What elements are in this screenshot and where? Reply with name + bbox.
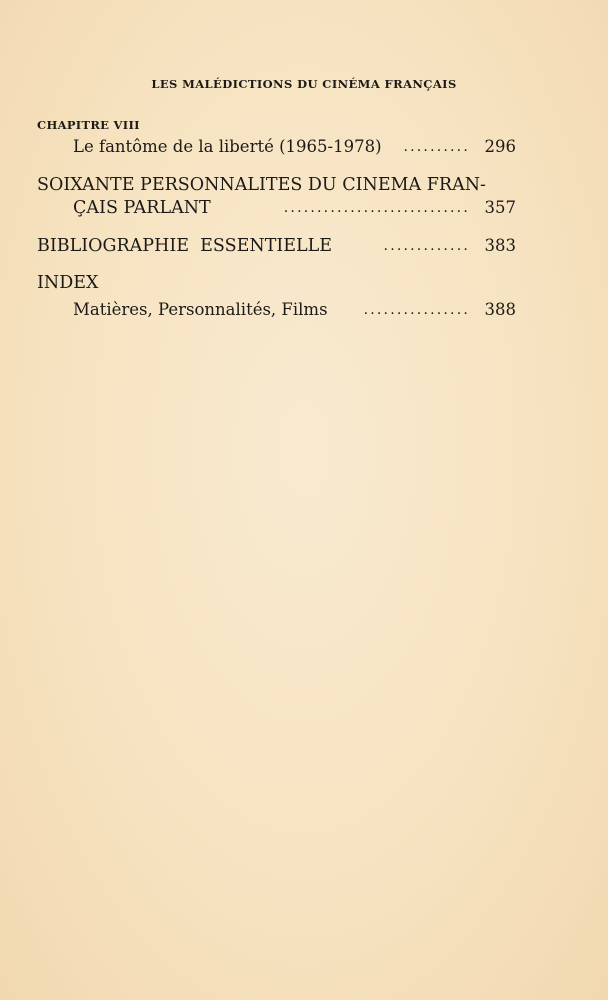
toc-entry-title: Le fantôme de la liberté (1965-1978) <box>73 137 382 156</box>
toc-entry <box>0 198 608 220</box>
toc-entry-title: Matières, Personnalités, Films <box>73 300 328 319</box>
toc-entry <box>0 137 608 159</box>
running-head: LES MALÉDICTIONS DU CINÉMA FRANÇAIS <box>151 77 457 91</box>
toc-entry <box>0 300 608 322</box>
page-number: 383 <box>484 236 516 255</box>
toc-section-heading <box>0 273 608 295</box>
page-number: 296 <box>484 137 516 156</box>
toc-entry-title: BIBLIOGRAPHIE ESSENTIELLE <box>37 236 333 256</box>
toc-entry-title: SOIXANTE PERSONNALITES DU CINEMA FRAN- <box>37 175 486 195</box>
toc-entry <box>0 236 608 258</box>
toc-entry-line1 <box>0 175 608 197</box>
leader-dots: .......... <box>403 139 470 155</box>
toc-entry-title-cont: ÇAIS PARLANT <box>73 198 211 218</box>
leader-dots: ............................ <box>283 200 470 216</box>
page-number: 388 <box>484 300 516 319</box>
leader-dots: ............. <box>383 238 470 254</box>
index-heading: INDEX <box>37 273 99 293</box>
chapter-label: CHAPITRE VIII <box>37 118 140 132</box>
leader-dots: ................ <box>363 302 470 318</box>
page-number: 357 <box>484 198 516 217</box>
